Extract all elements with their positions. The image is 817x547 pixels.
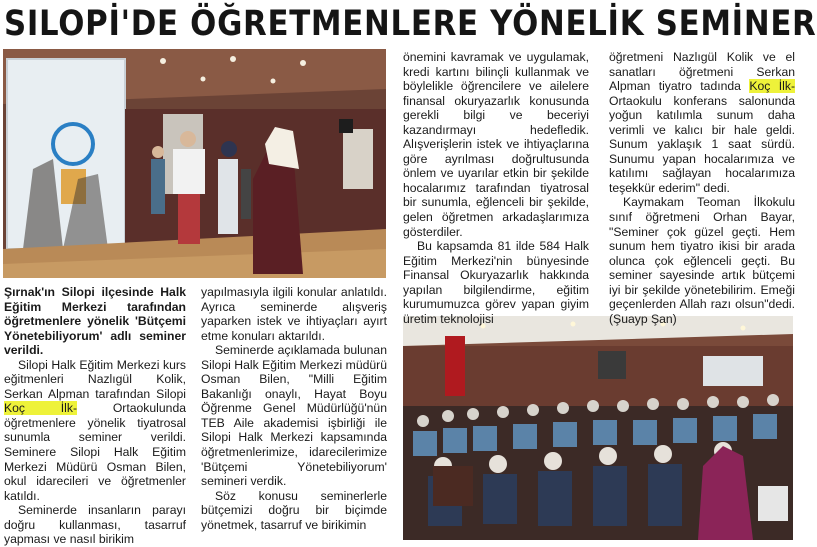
paragraph: Kaymakam Teoman İlkokulu sınıf öğretmeni Orhan Bayar, "Seminer çok güzel geçti. Hem sunum hem tiyatro ikisi bir arada olunca çok eğlenceli geçti. Bu seminer sayesinde artık bütçemi iyi bir şekilde yönetebilirim. Emeği geçenlerden Allah razı olsun"dedi.(Şuayp Şan) xyxy=(609,195,795,326)
article-column-2 xyxy=(201,285,387,543)
lead-paragraph: Şırnak'ın Silopi ilçesinde Halk Eğitim Merkezi tarafından öğretmenlere yönelik 'Bütçemi Yönetebiliyorum' adlı seminer verildi. xyxy=(4,285,186,358)
paragraph: Seminerde açıklamada bulunan Silopi Halk Eğitim Merkezi müdürü Osman Bilen, "Milli Eğitim Bakanlığı onaylı, Hayat Boyu Öğrenme Genel Müdürlüğü'nün TEB Aile akademisi işbirliği ile Silopi Halk Merkezi kapsamında öğretmenlerimize, idarecilerimize 'Bütçemi Yönetebiliyorum' semineri verdik. xyxy=(201,343,387,489)
article-column-4 xyxy=(609,50,795,326)
highlighted-school-name: Koç İlk- xyxy=(749,79,795,94)
paragraph: Silopi Halk Eğitim Merkezi kurs eğitmenleri Nazlıgül Kolik, Serkan Alpman tarafından Silopi Koç İlk- Ortaokulunda öğretmenlere yönelik tiyatrosal sunumla seminer verildi. Seminere Silopi Halk Eğitim Merkezi Müdürü Osman Bilen, okul idarecileri ve öğretmenler katıldı. xyxy=(4,357,187,503)
article-column-3 xyxy=(403,50,589,326)
highlighted-school-name: Koç İlk- xyxy=(4,401,78,416)
headline: SILOPİ'DE ÖĞRETMENLERE YÖNELİK SEMİNER xyxy=(4,4,817,44)
paragraph: Seminerde insanların parayı doğru kullanması, tasarruf yapması ve nasıl birikim xyxy=(4,503,186,547)
stage-photo xyxy=(3,49,386,278)
paragraph: önemini kavramak ve uygulamak, kredi kartını bilinçli kullanmak ve böylelikle öğrencilere ve ailelere finansal okuryazarlık konusunda gerekli bilgi ve beceriyi kazandırmayı hedefledik. Alışverişlerin istek ve ihtiyaçlarına göre ayrılması doğrultusunda önlem ve uyarılar etkin bir şekilde hocalarımız tarafından tiyatrosal bir sunumla, eğlenceli bir şekilde, gelen öğretmen arkadaşlarımıza gösterdiler. xyxy=(403,50,589,239)
paragraph: Söz konusu seminerlerle bütçemizi doğru bir biçimde yönetmek, tasarruf ve birikimin xyxy=(201,488,387,532)
byline: (Şuayp Şan) xyxy=(609,311,677,326)
paragraph: yapılmasıyla ilgili konular anlatıldı. Ayrıca seminerde alışveriş yaparken istek ve ihtiyaçları ayırt etme konuları aktarıldı. xyxy=(201,285,387,343)
audience-photo xyxy=(403,316,793,540)
article-column-1 xyxy=(4,285,187,547)
paragraph: öğretmeni Nazlıgül Kolik ve el sanatları öğretmeni Serkan Alpman tiyatro tadında Koç İlk- Ortaokulu konferans salonunda yoğun katılımla sunum daha verimli ve kalıcı bir hale geldi. Sunum yaklaşık 1 saat sürdü. Sunumu yapan hocalarımıza ve katılımı sağlayan hocalarımıza teşekkür ederim" dedi. xyxy=(609,50,795,195)
paragraph: Bu kapsamda 81 ilde 584 Halk Eğitim Merkezi'nin bünyesinde Finansal Okuryazarlık hakkında yapılan bilgilendirme, eğitim kurumumuzca görev yapan giyim üretim teknolojisi xyxy=(403,239,589,326)
